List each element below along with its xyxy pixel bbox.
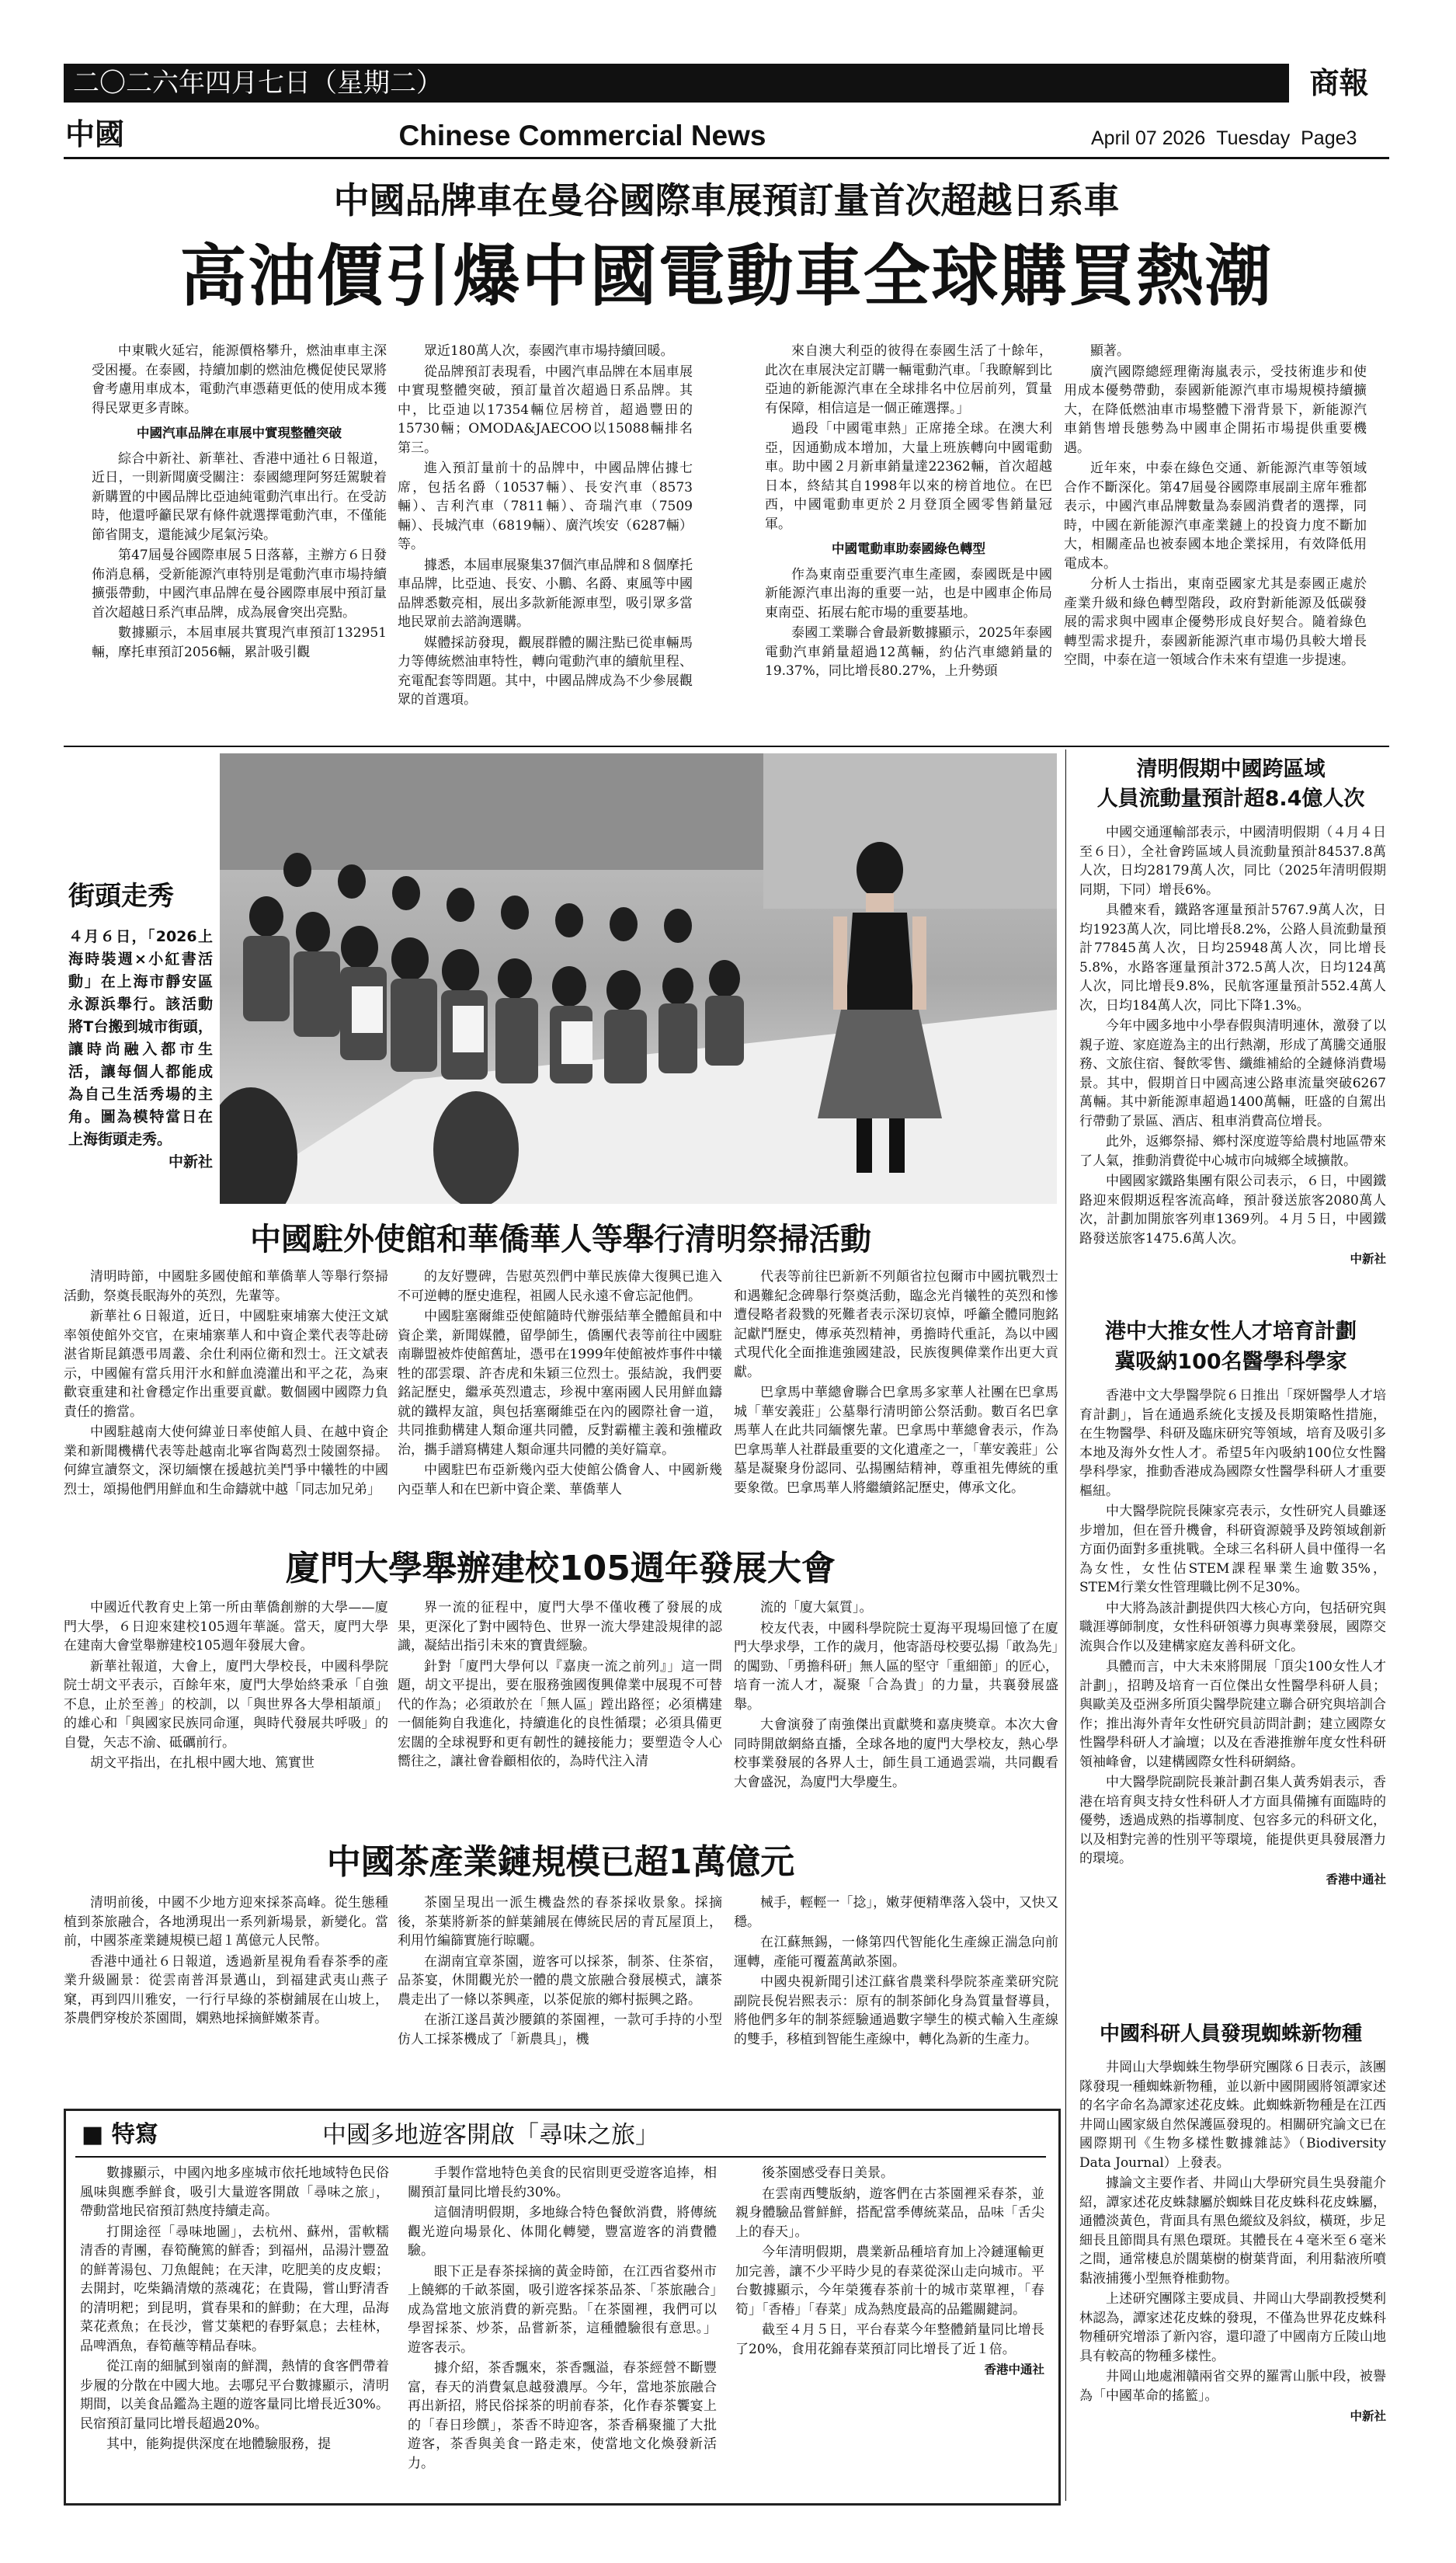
lead-column-3 <box>765 342 1052 746</box>
paragraph: 在江蘇無錫，一條第四代智能化生產線正湍急向前運轉，產能可覆蓋萬畝茶園。 <box>734 1935 1058 1970</box>
qingming-headline: 中國駐外使館和華僑華人等舉行清明祭掃活動 <box>250 1222 871 1257</box>
travel-body <box>1079 823 1386 1305</box>
paragraph: 中大將為該計劃提供四大核心方向，包括研究與職涯導師制度，女性科研領導力與專業發展，國際交流與合作以及建構家庭友善科研文化。 <box>1079 1600 1386 1654</box>
paragraph: 媒體採訪發現，觀展群體的關注點已從車輛馬力等傳統燃油車特性，轉向電動汽車的續航里程、充電配套等問題。其中，中國品牌成為不少參展觀眾的首選項。 <box>398 635 693 708</box>
feature-box <box>64 2109 1061 2506</box>
paragraph: 來自澳大利亞的彼得在泰國生活了十餘年，此次在車展決定訂購一輛電動汽車。「我瞭解到比亞迪的新能源汽車在全球排名中位居前列，質量有保障，相信這是一個正確選擇。」 <box>765 343 1052 416</box>
paragraph: 打開途徑「尋味地圖」，去杭州、蘇州，雷軟糯清香的青團，春筍醃篤的鮮香；到福州，品湯汁豐盈的鮮菁湯包、刀魚餛飩；在天津，吃肥美的皮皮蝦；去開封，吃柴鍋清燉的蒸魂花；在貴陽，嘗山野清香的清明粑；到昆明，賞春果和的鮮動；在大理，品海菜花煮魚；在長沙，嘗艾葉粑的春野氣息；去桂林，品啤酒魚，春筍蘸等精品春味。 <box>80 2224 389 2354</box>
lead-column-2 <box>398 342 693 746</box>
paragraph: 據論文主要作者、井岡山大學研究員生吳發龍介紹，譚家述花皮蛛隸屬於蜘蛛目花皮蛛科花皮蛛屬，通體淡黃色，背面具有黑色縱紋及斜紋，橫斑，步足細長且節間具有黑色環斑。其體長在４毫米至６毫米之間，通常棲息於闊葉樹的樹葉背面，利用黏液所噴黏液捕獲小型無脊椎動物。 <box>1079 2175 1386 2287</box>
feature-column-1 <box>80 2164 389 2490</box>
paragraph: 第47屆曼谷國際車展５日落幕，主辦方６日發佈消息稱，受新能源汽車特別是電動汽車市場持續擴張帶動，中國汽車品牌在曼谷國際車展中預訂量首次超越日系汽車品牌，成為展會突出亮點。 <box>92 548 387 621</box>
lead-headline: 高油價引爆中國電動車全球購買熱潮 <box>179 238 1274 315</box>
subheading: 中國電動車助泰國綠色轉型 <box>832 541 985 556</box>
fashion-show-photo-art <box>220 753 1057 1204</box>
paragraph: 在雲南西雙版納，遊客們在古茶園裡采春茶，並親身體驗品嘗鮮鮮，搭配當季傳統菜品，品味「舌尖上的春天」。 <box>735 2186 1044 2240</box>
lead-bottom-rule <box>64 746 1389 747</box>
spider-body <box>1079 2058 1386 2501</box>
paragraph: 今年清明假期，農業新品種培育加上冷鏈運輸更加完善，讓不少平時少見的春菜從深山走向城市。平台數據顯示，今年榮獲春茶前十的城市菜單裡，「春筍」「香椿」「春菜」成為熱度最高的品鑑關鍵詞。 <box>735 2245 1044 2318</box>
paragraph: 從品牌預訂表現看，中國汽車品牌在本屆車展中實現整體突破，預訂量首次超過日系品牌。其中，比亞迪以17354輛位居榜首，超過豐田的15730輛；OMODA&JAECOO以15088輛排名第三。 <box>398 363 693 456</box>
xiamen-headline: 廈門大學舉辦建校105週年發展大會 <box>286 1549 836 1588</box>
paragraph: 分析人士指出，東南亞國家尤其是泰國正處於產業升級和綠色轉型階段，政府對新能源及低碳發展的需求與中國車企優勢形成良好契合。隨着綠色轉型需求提升，泰國新能源汽車市場仍具較大增長空間，中泰在這一領域合作未來有望進一步提速。 <box>1064 576 1367 668</box>
section-name: 中國 <box>65 117 125 151</box>
paragraph: 代表等前往巴新新不列顛省拉包爾市中國抗戰烈士和遇難紀念碑舉行祭奠活動，臨念光肖犧牲的英烈和慘遭侵略者殺戮的死難者表示深切哀悼，呼籲全體同胞銘記獻鬥歷史，傳承英烈精神，勇擔時代重託，為以中國式現代化全面推進強國建設，民族復興偉業作出更大貢獻。 <box>734 1269 1058 1380</box>
paragraph: 上述研究團隊主要成員、井岡山大學副教授樊利林認為，譚家述花皮蛛的發現，不僅為世界花皮蛛科物種研究增添了新內容，還印證了中國南方丘陵山地具有較高的物種多樣性。 <box>1079 2291 1386 2364</box>
paragraph: 後茶園感受春日美景。 <box>762 2165 894 2181</box>
paragraph: 香港中文大學醫學院６日推出「琛妍醫學人才培育計劃」，旨在通過系統化支援及長期策略性措施，在生物醫學、科研及臨床研究等領域，培育及吸引多本地及海外女性人才。希望5年內吸納100位女性醫學科學家，推動香港成為國際女性醫學科研人才重要樞紐。 <box>1079 1388 1386 1499</box>
paragraph: 綜合中新社、新華社、香港中通社６日報道，近日，一則新聞廣受關注：泰國總理阿努廷駕駛着新購置的中國品牌比亞迪純電動汽車出行。在受訪時，他還呼籲民眾有條件就選擇電動汽車，不僅能節省開支，還能減少尾氣污染。 <box>92 450 387 543</box>
feature-title-rule <box>75 2156 1046 2158</box>
lead-column-1 <box>92 342 387 746</box>
subheading: 中國汽車品牌在車展中實現整體突破 <box>137 426 342 440</box>
tea-column-3 <box>734 1894 1058 2095</box>
hk-body <box>1079 1386 1386 2008</box>
paragraph: 具體來看，鐵路客運量預計5767.9萬人次，日均1923萬人次，同比增長8.2%，公路人員流動量預計77845萬人次，日均25948萬人次，同比增長5.8%，水路客運量預計372.5萬人次，日均124萬人次，同比增長9.8%，民航客運量預計552.4萬人次，日均184萬人次，同比下降1.3%。 <box>1079 902 1386 1014</box>
xiamen-column-3 <box>734 1598 1058 1831</box>
paragraph: 中國央視新聞引述江蘇省農業科學院茶產業研究院副院長倪岩熙表示：原有的制茶師化身為質量督導員，將他們多年的制茶經驗通過數字孿生的模式輸入生產線的雙手，移植到智能生產線中，轉化為新的生產力。 <box>734 1974 1058 2047</box>
photo-title: 街頭走秀 <box>68 881 174 912</box>
paragraph: 眼下正是春茶採摘的黃金時節，在江西省婺州市上饒鄉的千畝茶園，吸引遊客採茶品茶、「茶旅融合」成為當地文旅消費的新亮點。「在茶園裡，我們可以學習採茶、炒茶，品嘗新茶，這種體驗很有意思。」遊客表示。 <box>408 2263 717 2356</box>
paragraph: 巴拿馬中華總會聯合巴拿馬多家華人社團在巴拿馬城「華安義莊」公墓舉行清明節公祭活動。數百名巴拿馬華人在此共同緬懷先輩。巴拿馬中華總會表示，作為巴拿馬華人社群最重要的文化遺產之一，「華安義莊」公墓是凝聚身份認同、弘揚團結精神，尊重祖先傳統的重要象徵。巴拿馬華人將繼續銘記歷史，傳承文化。 <box>734 1385 1058 1496</box>
paper-name-en: Chinese Commercial News <box>398 120 766 151</box>
masthead-date-bar <box>64 64 1389 103</box>
news-agency-credit: 香港中通社 <box>1326 1872 1386 1887</box>
paragraph: 新華社報道，大會上，廈門大學校長，中國科學院院士胡文平表示，百餘年來，廈門大學始終秉承「自強不息，止於至善」的校訓，以「與世界各大學相頡頏」的雄心和「與國家民族同命運，與時代發展共呼吸」的自覺，矢志不渝、砥礪前行。 <box>64 1658 388 1751</box>
news-agency-credit: 中新社 <box>1350 2409 1386 2423</box>
weekday-en: Tuesday <box>1216 127 1291 149</box>
feature-label-text: 特寫 <box>111 2121 158 2148</box>
feature-title: 中國多地遊客開啟「尋味之旅」 <box>322 2121 659 2149</box>
paragraph: 進入預訂量前十的品牌中，中國品牌佔據七席，包括名爵（10537輛）、長安汽車（8573輛）、吉利汽車（7811輛）、奇瑞汽車（7509輛）、長城汽車（6819輛）、廣汽埃安（6287輛）等。 <box>398 461 693 552</box>
travel-headline-2: 人員流動量預計超8.4億人次 <box>1096 787 1365 811</box>
paragraph: 此外，返鄉祭掃、鄉村深度遊等給農村地區帶來了人氣，推動消費從中心城市向城鄉全域擴散。 <box>1079 1134 1386 1169</box>
paragraph: 中大醫學院院長陳家亮表示，女性研究人員雖逐步增加，但在晉升機會，科研資源競爭及跨領域創新方面仍面對多重挑戰。全球三名科研人員中僅得一名為女性，女性佔STEM課程畢業生逾數35%，STEM行業女性管理職比例不足30%。 <box>1079 1504 1386 1595</box>
paragraph: 中大醫學院副院長兼計劃召集人黃秀娟表示，香港在培育與支持女性科研人才方面具備擁有面臨時的優勢，透過成熟的指導制度、包容多元的科研文化，以及相對完善的性別平等環境，能提供更具發展潛力的環境。 <box>1079 1775 1386 1866</box>
paragraph: 中東戰火延宕，能源價格攀升，燃油車車主深受困擾。在泰國，持續加劇的燃油危機促使民眾將會考慮用車成本，電動汽車憑藉更低的使用成本獲得民眾更多青睞。 <box>92 343 387 416</box>
masthead-paper-name-cn: 商報 <box>1289 64 1389 103</box>
paragraph: 中國駐巴布亞新幾內亞大使館公僑會人、中國新幾內亞華人和在巴新中資企業、華僑華人 <box>398 1462 722 1497</box>
news-agency-credit: 中新社 <box>1350 1252 1386 1266</box>
paragraph: 香港中通社６日報道，透過新星視角看春茶季的產業升級圖景：從雲南普洱景邁山，到福建武夷山燕子窠，再到四川雅安，一行行早綠的茶樹鋪展在山坡上，茶農們穿梭於茶園間，嫻熟地採摘鮮嫩茶青。 <box>64 1953 388 2026</box>
paragraph: 從江南的細膩到嶺南的鮮潤，熱情的食客們帶着步履的分散在中國大地。去哪兒平台數據顯示，清明期間，以美食品鑑為主題的遊客量同比增長近30%。民宿預訂量同比增長超過20%。 <box>80 2359 389 2432</box>
paragraph: 井岡山大學蜘蛛生物學研究團隊６日表示，該團隊發現一種蜘蛛新物種，並以新中國開國將領譚家述的名字命名為譚家述花皮蛛。此蜘蛛新物種是在江西井岡山國家級自然保護區發現的。相關研究論文已在國際期刊《生物多樣性數據雜誌》（Biodiversity Data Journal）上發表。 <box>1079 2060 1386 2171</box>
spider-headline: 中國科研人員發現蜘蛛新物種 <box>1099 2022 1362 2046</box>
paragraph: 在浙江遂昌黃沙腰鎮的茶園裡，一款可手持的小型仿人工採茶機成了「新農具」，機 <box>398 2012 722 2047</box>
paragraph: 新華社６日報道，近日，中國駐柬埔寨大使汪文斌率領使館外交官，在柬埔寨華人和中資企業代表等赴磅湛省斯昆鎮憑弔周叢、余仕利兩位衛和烈士。汪文斌表示，中國僱有當兵用汗水和鮮血澆灌出和平之花，為柬歡衰重建和社會穩定作出重要貢獻。數個國中國際力負責任的擔當。 <box>64 1309 388 1420</box>
masthead-rule <box>64 157 1389 159</box>
paragraph: 清明前後，中國不少地方迎來採茶高峰。從生態種植到茶旅融合，各地湧現出一系列新場景，新變化。當前，中國茶產業鏈規模已超１萬億元人民幣。 <box>64 1895 388 1949</box>
paragraph: 井岡山地處湘贛兩省交界的羅霄山脈中段，被譽為「中國革命的搖籃」。 <box>1079 2369 1386 2404</box>
date-en <box>1091 124 1357 152</box>
photo-caption-box <box>68 878 213 1204</box>
paragraph: 茶園呈現出一派生機盎然的春茶採收景象。採摘後，茶葉將新茶的鮮葉鋪展在傳統民居的青瓦屋頂上，利用竹編篩實施行晾曬。 <box>398 1895 722 1949</box>
paragraph: 械手，輕輕一「捻」，嫩芽便精準落入袋中，又快又穩。 <box>734 1895 1058 1930</box>
lead-column-4 <box>1064 342 1367 746</box>
paragraph: 手製作當地特色美食的民宿則更受遊客追捧，相關預訂量同比增長約30%。 <box>408 2165 717 2200</box>
paragraph: 據悉，本屆車展聚集37個汽車品牌和８個摩托車品牌，比亞迪、長安、小鵬、名爵、東風等中國品牌悉數亮相，展出多款新能源車型，吸引眾多當地民眾前去諮詢選購。 <box>398 557 693 630</box>
xiamen-column-1 <box>64 1598 388 1831</box>
masthead-date-cn: 二〇二六年四月七日（星期二） <box>73 68 443 99</box>
paragraph: 數據顯示，中國內地多座城市依托地域特色民俗風味與應季鮮食，吸引大量遊客開啟「尋味之旅」，帶動當地民宿預訂熱度持續走高。 <box>80 2165 389 2219</box>
feature-column-2 <box>408 2164 717 2490</box>
paragraph: 中國交通運輸部表示，中國清明假期（４月４日至６日），全社會跨區域人員流動量預計84537.8萬人次，日均28179萬人次，同比（2025年清明假期同期，下同）增長6%。 <box>1079 825 1386 898</box>
paragraph: 這個清明假期，多地綠合特色餐飲消費，將傳統觀光遊向場景化、体閒化轉變，豐富遊客的消費體驗。 <box>408 2205 717 2259</box>
paragraph: 針對「廈門大學何以『嘉庚一流之前列』」這一問題，胡文平提出，要在服務強國復興偉業中展現不可替代的作為；必須敢於在「無人區」蹚出路徑；必須構建一個能夠自我進化，持續進化的良性循環；必須具備更宏闊的全球視野和更有韌性的鏈接能力；要塑造令人心嚮往之，讓社會眷顧相依的，為時代注入清 <box>398 1658 722 1769</box>
paragraph: 廣汽國際總經理衛海嵐表示，受技術進步和使用成本優勢帶動，泰國新能源汽車市場規模持續擴大，在降低燃油車市場整體下滑背景下，新能源汽車銷售增長態勢為中國車企開拓市場提供重要機遇。 <box>1064 363 1367 456</box>
feature-column-3 <box>735 2164 1044 2490</box>
paragraph: 界一流的征程中，廈門大學不僅收穫了發展的成果，更深化了對中國特色、世界一流大學建設規律的認識，凝結出指引未來的寶貴經驗。 <box>398 1600 722 1654</box>
paragraph: 據介紹，茶香飄來，茶香飄溢，春茶經營不斷豐富，春天的消費氣息越發濃厚。今年，當地茶旅融合再出新招，將民俗採茶的明前春茶，化作春茶饗宴上的「春日珍饌」，茶香不時迎客，茶香稱聚攏了大批遊客，茶香與美食一路走來，使當地文化煥發新活力。 <box>408 2360 717 2471</box>
feature-label: ■ 特寫 <box>82 2121 158 2148</box>
paragraph: 胡文平指出，在扎根中國大地、篤實世 <box>90 1755 314 1771</box>
paragraph: 中國國家鐵路集團有限公司表示，６日，中國鐵路迎來假期返程客流高峰，預計發送旅客2080萬人次，計劃加開旅客列車1369列。４月５日，中國鐵路發送旅客1475.6萬人次。 <box>1079 1174 1386 1247</box>
tea-column-1 <box>64 1894 388 2095</box>
paragraph: 泰國工業聯合會最新數據顯示，2025年泰國電動汽車銷量超過12萬輛，約佔汽車總銷量的19.37%，同比增長80.27%，上升勢頭 <box>765 625 1052 679</box>
tea-column-2 <box>398 1894 722 2095</box>
sidebar-divider <box>1065 749 1066 2501</box>
qingming-column-3 <box>734 1268 1058 1535</box>
paragraph: 截至４月５日，平台春菜今年整體銷量同比增長了20%，食用花錦春菜預訂同比增長了近１倍。 <box>735 2322 1044 2357</box>
photo-credit: 中新社 <box>168 1153 213 1170</box>
paragraph: 流的「廈大氣質」。 <box>760 1600 873 1615</box>
paragraph: 清明時節，中國駐多國使館和華僑華人等舉行祭掃活動，祭奠長眠海外的英烈，先輩等。 <box>64 1269 388 1304</box>
fashion-show-photo <box>220 753 1057 1204</box>
paragraph: 具體而言，中大未來將開展「頂尖100女性人才計劃」，招聘及培育一百位傑出女性醫學科研人員；與歐美及亞洲多所頂尖醫學院建立聯合研究與培訓合作；推出海外青年女性研究員訪問計劃；建立國際女性醫學科研人才論壇；以及在香港推辦年度女性科研領袖峰會，以建構國際女性科研網絡。 <box>1079 1659 1386 1770</box>
paragraph: 其中，能夠提供深度在地體驗服務，提 <box>106 2436 331 2452</box>
paragraph: 顯著。 <box>1090 343 1130 359</box>
hk-headline-1: 港中大推女性人才培育計劃 <box>1105 1320 1357 1344</box>
travel-headline-1: 清明假期中國跨區域 <box>1136 757 1326 781</box>
lead-kicker: 中國品牌車在曼谷國際車展預訂量首次超越日系車 <box>333 179 1120 221</box>
date-en-text: April 07 2026 <box>1091 127 1206 149</box>
paragraph: 中國駐越南大使何緯並日率使館人員、在越中資企業和新聞機構代表等赴越南北寧省陶葛烈士陵園祭掃。何緯宣讀祭文，深切緬懷在援越抗美鬥爭中犧牲的中國烈士，頌揚他們用鮮血和生命鑄就中越「同志加兄弟」 <box>64 1424 388 1497</box>
paragraph: 過段「中國電車熱」正席捲全球。在澳大利亞，因通勤成本增加，大量上班族轉向中國電動車。助中國２月新車銷量達22362輛，首次超越日本，終結其自1998年以來的榜首地位。在巴西，中國電動車更於２月登頂全國零售銷量冠軍。 <box>765 421 1052 532</box>
paragraph: 中國駐塞爾維亞使館隨時代辦張結華全體館員和中資企業，新聞媒體，留學師生，僑團代表等前往中國駐南聯盟被炸使館舊址，憑弔在1999年使館被炸事件中犧牲的邵雲環、許杏虎和朱穎三位烈士。張結說，我們要銘記歷史，繼承英烈遺志，珍視中塞兩國人民用鮮血鑄就的鐵桿友誼，與包括塞爾維亞在內的國際社會一道，共同推動構建人類命運共同體，反對霸權主義和強權政治，攜手譜寫構建人類命運共同體的美好篇章。 <box>398 1309 722 1458</box>
xiamen-column-2 <box>398 1598 722 1831</box>
paragraph: 近年來，中泰在綠色交通、新能源汽車等領域合作不斷深化。第47屆曼谷國際車展副主席年雅都表示，中國汽車品牌數量為泰國消費者的選擇，同時，中國在新能源汽車產業鏈上的投資力度不斷加大，相關產品也被泰國本地企業採用，有效降低用電成本。 <box>1064 461 1367 572</box>
paragraph: 中國近代教育史上第一所由華僑創辦的大學——廈門大學，６日迎來建校105週年華誕。當天，廈門大學在建南大會堂舉辦建校105週年發展大會。 <box>64 1600 388 1654</box>
qingming-column-2 <box>398 1268 722 1535</box>
paragraph: 在湖南宜章茶園，遊客可以採茶，制茶、住茶宿，品茶宴，休閒觀光於一體的農文旅融合發展模式，讓茶農走出了一條以茶興產，以茶促旅的鄉村振興之路。 <box>398 1953 722 2008</box>
hk-headline-2: 冀吸納100名醫學科學家 <box>1114 1350 1347 1374</box>
paragraph: 眾近180萬人次，泰國汽車市場持續回暖。 <box>424 343 674 359</box>
paragraph: 數據顯示，本屆車展共實現汽車預訂132951輛，摩托車預訂2056輛，累計吸引觀 <box>92 625 387 660</box>
page-number: Page3 <box>1301 127 1357 149</box>
photo-caption: ４月６日，「2026上海時裝週×小紅書活動」在上海市靜安區永源浜舉行。該活動將T台搬到城市街頭，讓時尚融入都市生活，讓每個人都能成為自己生活秀場的主角。圖為模特當日在上海街頭走秀。 <box>68 928 213 1148</box>
tea-headline: 中國茶產業鏈規模已超1萬億元 <box>326 1842 795 1882</box>
paragraph: 大會演發了南強傑出貢獻獎和嘉庚獎章。本次大會同時開啟網絡直播，全球各地的廈門大學校友，熱心學校事業發展的各界人士，師生員工通過雲端，共同觀看大會盛況，為廈門大學慶生。 <box>734 1717 1058 1790</box>
paragraph: 校友代表，中國科學院院士夏海平現場回憶了在廈門大學求學，工作的歲月，他寄語母校要弘揚「敢為先」的闖勁、「勇擔科研」無人區的堅守「重細節」的匠心，培育一流人才，凝聚「合為貴」的力量，共襄發展盛舉。 <box>734 1620 1058 1713</box>
qingming-column-1 <box>64 1268 388 1535</box>
paragraph: 的友好豐碑，告慰英烈們中華民族偉大復興已進入不可逆轉的歷史進程，祖國人民永遠不會忘記他們。 <box>398 1269 722 1304</box>
news-agency-credit: 香港中通社 <box>984 2363 1044 2377</box>
paragraph: 作為東南亞重要汽車生產國，泰國既是中國新能源汽車出海的重要一站，也是中國車企佈局東南亞、拓展右舵市場的重要基地。 <box>765 566 1052 621</box>
paragraph: 今年中國多地中小學春假與清明連休，激發了以親子遊、家庭遊為主的出行熱潮，形成了萬騰交通服務、文旅住宿、餐飲零售、纖維補給的全鏈條消費場景。其中，假期首日中國高速公路車流量突破6267萬輛。其中新能源車超過1400萬輛，旺盛的自駕出行帶動了景區、酒店、租車消費高位增長。 <box>1079 1018 1386 1129</box>
